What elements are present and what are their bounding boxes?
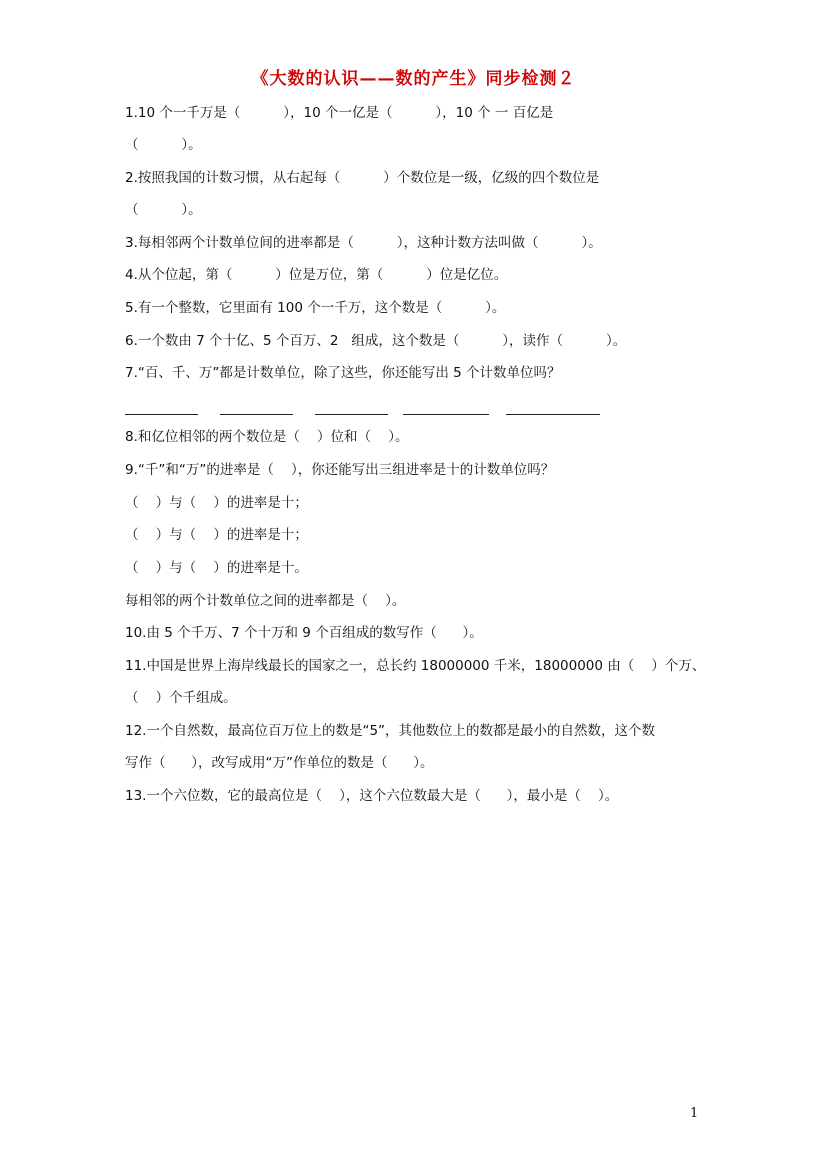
question-1-line-2: （ ）。 — [125, 137, 202, 153]
answer-blank[interactable] — [315, 402, 388, 415]
answer-blank[interactable] — [403, 402, 489, 415]
question-11-line-1: 11.中国是世界上海岸线最长的国家之一，总长约 18000000 千米，18000000 由（ ）个万、 — [125, 658, 706, 674]
question-6: 6.一个数由 7 个十亿、5 个百万、2 组成，这个数是（ ），读作（ ）。 — [125, 333, 627, 349]
question-2-line-1: 2.按照我国的计数习惯，从右起每（ ）个数位是一级，亿级的四个数位是 — [125, 170, 600, 186]
question-7-answer-blanks — [0, 402, 827, 416]
question-2-line-2: （ ）。 — [125, 202, 202, 218]
question-13: 13.一个六位数，它的最高位是（ ），这个六位数最大是（ ），最小是（ ）。 — [125, 788, 619, 804]
question-3: 3.每相邻两个计数单位间的进率都是（ ），这种计数方法叫做（ ）。 — [125, 235, 602, 251]
question-9-sub-2: （ ）与（ ）的进率是十； — [125, 527, 308, 543]
question-4: 4.从个位起，第（ ）位是万位，第（ ）位是亿位。 — [125, 267, 508, 283]
question-9-sub-3: （ ）与（ ）的进率是十。 — [125, 560, 308, 576]
question-9-sub-1: （ ）与（ ）的进率是十； — [125, 495, 308, 511]
question-12-line-1: 12.一个自然数，最高位百万位上的数是“5”，其他数位上的数都是最小的自然数，这个数 — [125, 723, 656, 739]
question-1-line-1: 1.10 个一千万是（ ），10 个一亿是（ ），10 个 一 百亿是 — [125, 105, 554, 121]
answer-blank[interactable] — [506, 402, 600, 415]
page-number: 1 — [690, 1106, 699, 1121]
question-7: 7.“百、千、万”都是计数单位，除了这些，你还能写出 5 个计数单位吗？ — [125, 365, 561, 381]
question-9: 9.“千”和“万”的进率是（ ），你还能写出三组进率是十的计数单位吗？ — [125, 462, 555, 478]
question-5: 5.有一个整数，它里面有 100 个一千万，这个数是（ ）。 — [125, 300, 506, 316]
worksheet-title: 《大数的认识——数的产生》同步检测２ — [251, 69, 576, 89]
question-12-line-2: 写作（ ），改写成用“万”作单位的数是（ ）。 — [125, 755, 434, 771]
answer-blank[interactable] — [125, 402, 198, 415]
answer-blank[interactable] — [220, 402, 293, 415]
question-11-line-2: （ ）个千组成。 — [125, 690, 237, 706]
question-10: 10.由 5 个千万、7 个十万和 9 个百组成的数写作（ ）。 — [125, 625, 483, 641]
question-8: 8.和亿位相邻的两个数位是（ ）位和（ ）。 — [125, 429, 409, 445]
question-9-sub-4: 每相邻的两个计数单位之间的进率都是（ ）。 — [125, 593, 406, 609]
